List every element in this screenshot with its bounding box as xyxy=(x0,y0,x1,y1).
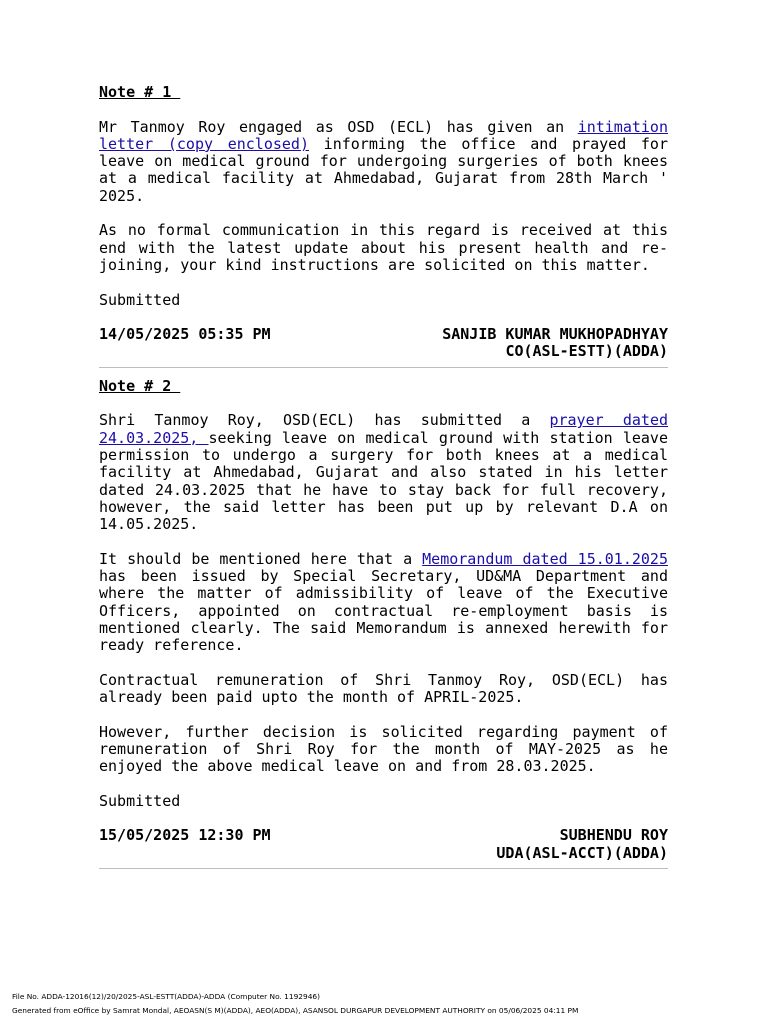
note-2-p1-text-after: seeking leave on medical ground with station leave permission to undergo a surgery for both knees at a medical facility at Ahmedabad, Gujarat and also stated in his letter dated 24.03.2025 that he have to stay back for full recovery, however, the said letter has been put up by relevant D.A on 14.05.2025. xyxy=(99,428,668,534)
footer-file-number: File No. ADDA-12016(12)/20/2025-ASL-ESTT(ADDA)-ADDA (Computer No. 1192946) xyxy=(12,992,320,1001)
note-2-datetime: 15/05/2025 12:30 PM xyxy=(99,826,271,845)
note-1-signer-designation: CO(ASL-ESTT)(ADDA) xyxy=(505,342,668,361)
prayer-dated-link[interactable]: prayer dated 24.03.2025, xyxy=(99,411,669,447)
note-1-p1-text-before: Mr Tanmoy Roy engaged as OSD (ECL) has given an xyxy=(99,117,578,136)
memorandum-link[interactable]: Memorandum dated 15.01.2025 xyxy=(422,549,668,568)
note-1-paragraph-1 xyxy=(99,119,668,205)
note-2-p2-text-after: has been issued by Special Secretary, UD&MA Department and where the matter of admissibility of leave of the Executive Officers, appointed on contractual re-employment basis is mentioned clearly. The said Memorandum is annexed herewith for ready reference. xyxy=(99,567,668,655)
footer-generated-info: Generated from eOffice by Samrat Mondal, AEOASN(S M)(ADDA), AEO(ADDA), ASANSOL DURGAPUR DEVELOPMENT AUTHORITY on 05/06/2025 04:11 PM xyxy=(12,1006,579,1015)
note-2-paragraph-2 xyxy=(99,551,668,655)
note-2-signer xyxy=(496,827,668,862)
note-1-title: Note # 1 xyxy=(99,83,181,101)
note-1-datetime: 14/05/2025 05:35 PM xyxy=(99,325,271,344)
note-1-signature-block xyxy=(99,326,668,361)
note-divider-end xyxy=(99,868,668,869)
note-2-signature-block xyxy=(99,827,668,862)
note-2-p1-text-before: Shri Tanmoy Roy, OSD(ECL) has submitted a xyxy=(99,411,550,430)
note-2-paragraph-1 xyxy=(99,412,668,533)
note-2-submitted: Submitted xyxy=(99,791,181,810)
note-1-signer xyxy=(442,326,668,361)
intimation-letter-link[interactable]: intimation letter (copy enclosed) xyxy=(99,117,668,153)
note-2-paragraph-4: However, further decision is solicited regarding payment of remuneration of Shri Roy for the month of MAY-2025 as he enjoyed the above medical leave on and from 28.03.2025. xyxy=(99,722,668,776)
note-2-signer-name: SUBHENDU ROY xyxy=(559,826,668,845)
note-2-signer-designation: UDA(ASL-ACCT)(ADDA) xyxy=(496,843,668,862)
note-1-submitted: Submitted xyxy=(99,290,181,309)
note-2-title: Note # 2 xyxy=(99,376,181,395)
note-1-p1-text-after: informing the office and prayed for leave on medical ground for undergoing surgeries of both knees at a medical facility at Ahmedabad, Gujarat from 28th March ' 2025. xyxy=(99,134,668,205)
note-1-paragraph-2: As no formal communication in this regard is received at this end with the latest update about his present health and re-joining, your kind instructions are solicited on this matter. xyxy=(99,221,668,274)
note-1-signer-name: SANJIB KUMAR MUKHOPADHYAY xyxy=(442,325,668,344)
notesheet xyxy=(99,84,668,869)
note-2-p2-text-before: It should be mentioned here that a xyxy=(99,549,423,568)
note-2-paragraph-3: Contractual remuneration of Shri Tanmoy Roy, OSD(ECL) has already been paid upto the month of APRIL-2025. xyxy=(99,670,668,707)
